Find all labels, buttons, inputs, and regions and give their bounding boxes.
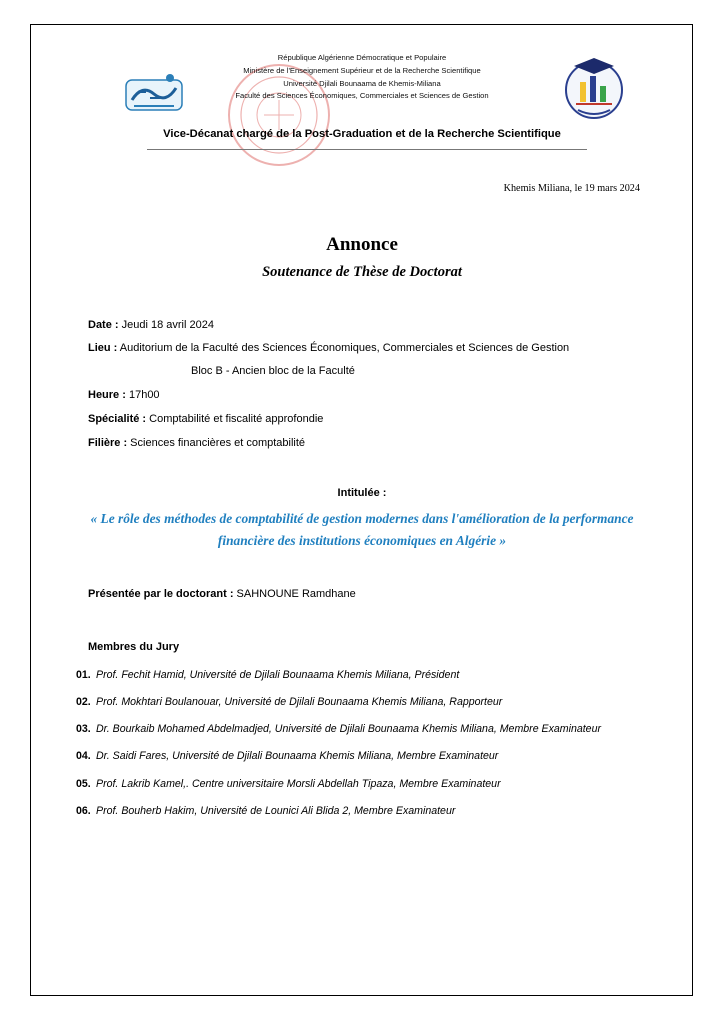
header-line-ministry: Ministère de l'Enseignement Supérieur et de la Recherche Scientifique: [243, 65, 481, 75]
jury-member-number: 01.: [76, 669, 91, 681]
detail-lieu: [88, 341, 569, 355]
candidate-name: SAHNOUNE Ramdhane: [233, 588, 356, 600]
header-line-faculty: Faculté des Sciences Économiques, Commerciales et Sciences de Gestion: [235, 91, 489, 101]
jury-member: [76, 778, 501, 790]
issue-date: Khemis Miliana, le 19 mars 2024: [503, 183, 640, 194]
detail-date: [88, 318, 214, 332]
jury-member: [76, 696, 502, 708]
detail-specialite: [88, 412, 323, 426]
jury-member-text: Prof. Lakrib Kamel,. Centre universitaire Morsli Abdellah Tipaza, Membre Examinateur: [96, 778, 501, 790]
detail-heure-label: Heure :: [88, 389, 126, 401]
detail-lieu-value: Auditorium de la Faculté des Sciences Économiques, Commerciales et Sciences de Gestion: [117, 342, 570, 354]
jury-member: [76, 805, 455, 817]
detail-heure: [88, 388, 160, 402]
header-line-university: Université Djilali Bounaama de Khemis-Miliana: [283, 78, 441, 88]
detail-filiere-value: Sciences financières et comptabilité: [127, 437, 306, 449]
institution-header: [0, 52, 724, 103]
jury-member-number: 02.: [76, 696, 91, 708]
jury-member-number: 06.: [76, 805, 91, 817]
vice-decanat-heading: Vice-Décanat chargé de la Post-Graduation et de la Recherche Scientifique: [163, 128, 561, 140]
detail-specialite-value: Comptabilité et fiscalité approfondie: [146, 413, 324, 425]
detail-date-label: Date :: [88, 319, 119, 331]
detail-lieu-bloc: Bloc B - Ancien bloc de la Faculté: [191, 365, 355, 377]
detail-filiere: [88, 436, 305, 450]
presented-by-label: Présentée par le doctorant :: [88, 588, 234, 600]
jury-member-number: 05.: [76, 778, 91, 790]
jury-member: [76, 723, 601, 735]
jury-member: [76, 750, 498, 762]
thesis-title: « Le rôle des méthodes de comptabilité de gestion modernes dans l'amélioration de la performance financière des institutions économiques en Algérie »: [90, 511, 634, 548]
jury-member-text: Dr. Saidi Fares, Université de Djilali Bounaama Khemis Miliana, Membre Examinateur: [96, 750, 499, 762]
presented-by: [88, 588, 356, 600]
jury-heading: Membres du Jury: [88, 641, 180, 653]
header-divider: [147, 149, 587, 150]
detail-lieu-label: Lieu :: [88, 342, 118, 354]
header-line-republic: République Algérienne Démocratique et Populaire: [277, 53, 447, 62]
jury-member: [76, 669, 459, 681]
jury-member-number: 04.: [76, 750, 91, 762]
jury-member-number: 03.: [76, 723, 91, 735]
page-subtitle: Soutenance de Thèse de Doctorat: [262, 264, 462, 280]
detail-heure-value: 17h00: [125, 389, 160, 401]
detail-specialite-label: Spécialité :: [88, 413, 147, 425]
page-title: Annonce: [326, 234, 398, 255]
detail-date-value: Jeudi 18 avril 2024: [118, 319, 214, 331]
jury-member-text: Prof. Bouherb Hakim, Université de Lounici Ali Blida 2, Membre Examinateur: [96, 805, 456, 817]
detail-filiere-label: Filière :: [88, 437, 128, 449]
jury-member-text: Prof. Fechit Hamid, Université de Djilali Bounaama Khemis Miliana, Président: [96, 669, 460, 681]
jury-member-text: Dr. Bourkaib Mohamed Abdelmadjed, Université de Djilali Bounaama Khemis Miliana, Membre Examinateur: [96, 723, 601, 735]
jury-member-text: Prof. Mokhtari Boulanouar, Université de Djilali Bounaama Khemis Miliana, Rapporteur: [96, 696, 503, 708]
intitulee-heading: Intitulée :: [337, 487, 387, 499]
